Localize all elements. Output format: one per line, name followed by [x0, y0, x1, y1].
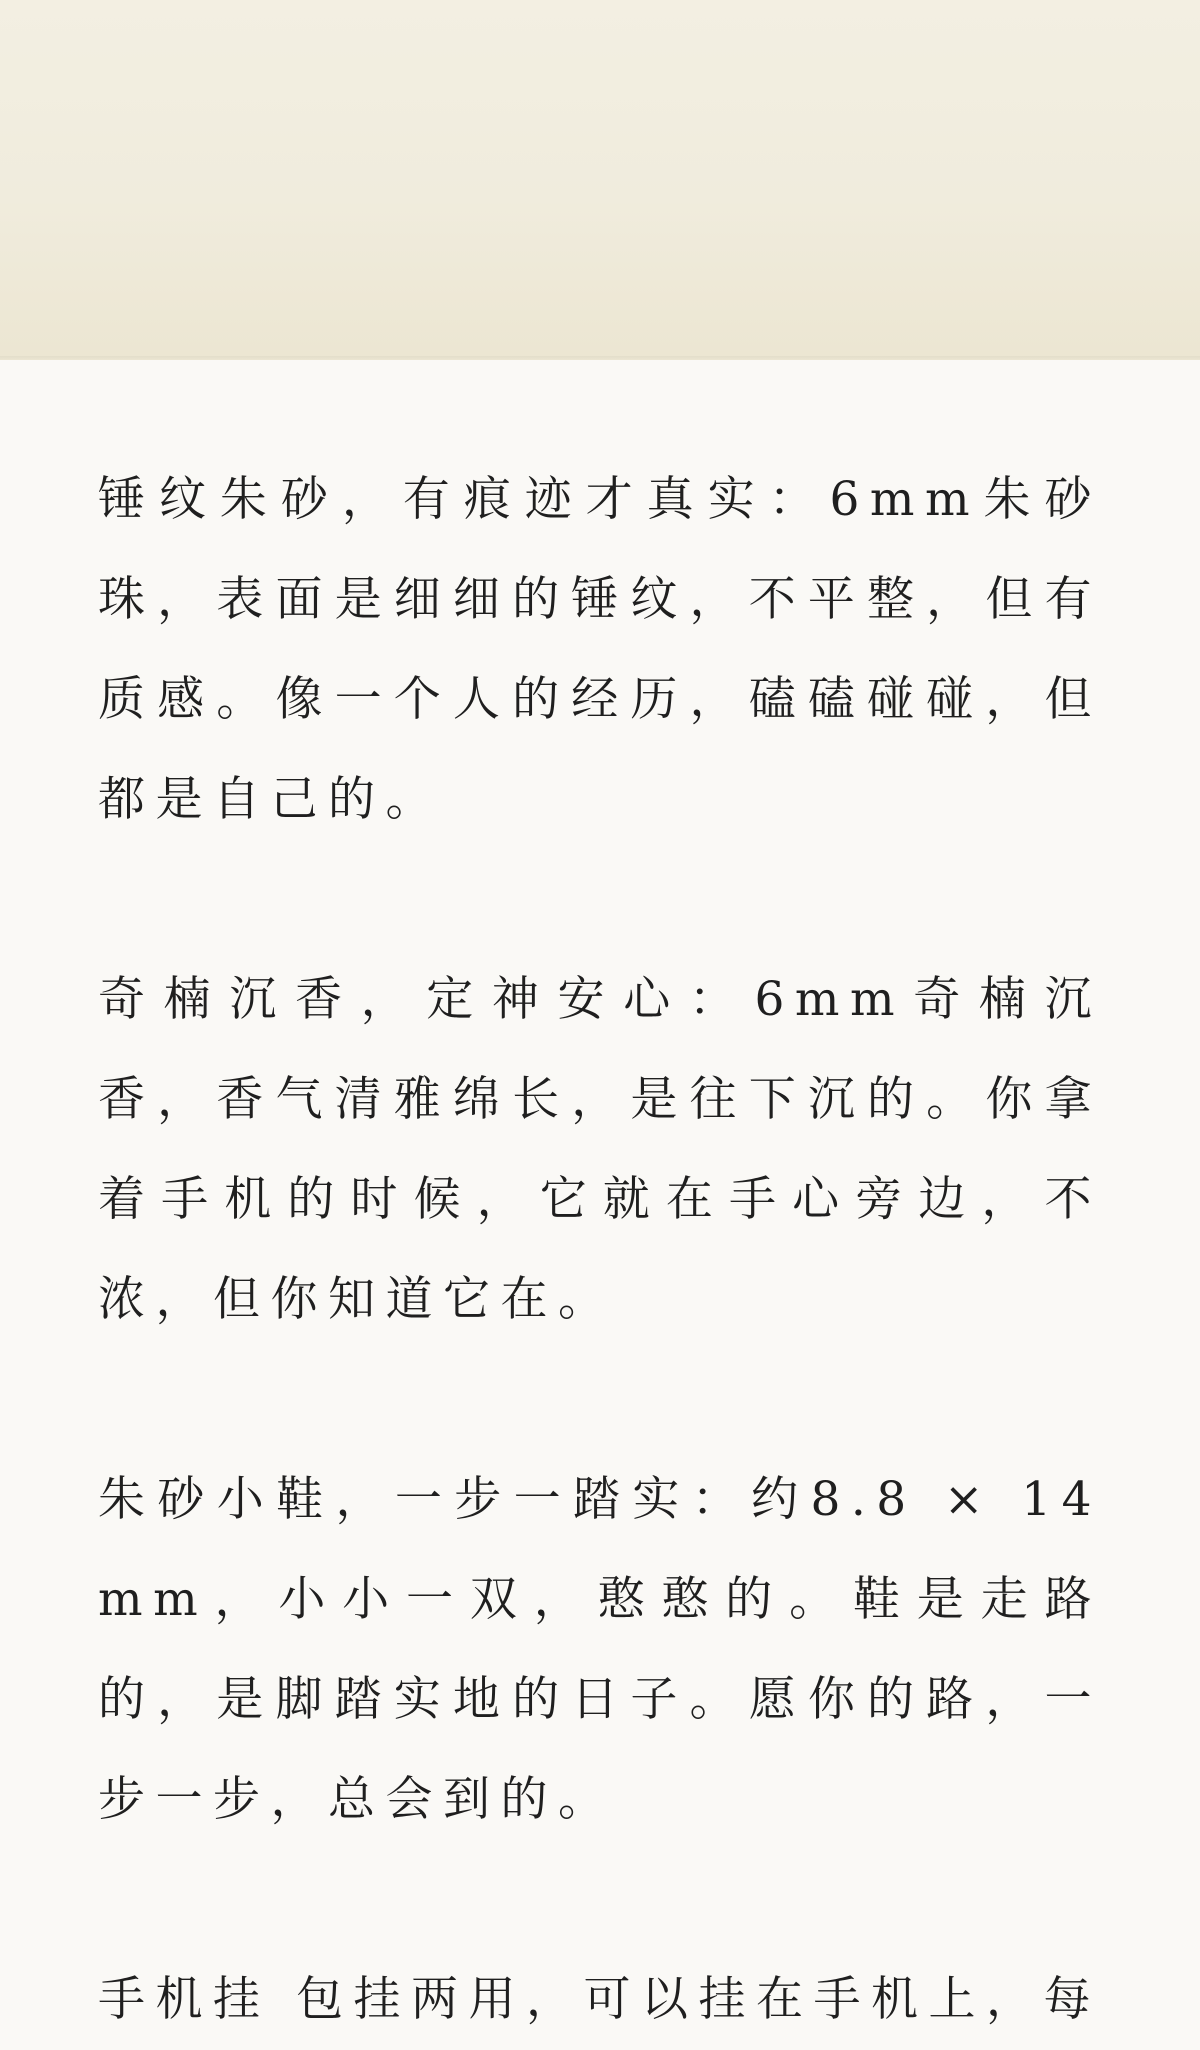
top-banner-image [0, 0, 1200, 360]
paragraph-agarwood: 奇楠沉香，定神安心：6mm奇楠沉香，香气清雅绵长，是往下沉的。你拿着手机的时候，它就在手心旁边，不浓，但你知道它在。 [98, 972, 1102, 1327]
paragraph-cinnabar-hammered: 锤纹朱砂，有痕迹才真实：6mm朱砂珠，表面是细细的锤纹，不平整，但有质感。像一个人的经历，磕磕碰碰，但都是自己的。 [98, 472, 1102, 827]
article-body [98, 450, 1102, 2050]
paragraph-cinnabar-shoes: 朱砂小鞋，一步一踏实：约8.8 × 14mm，小小一双，憨憨的。鞋是走路的，是脚踏实地的日子。愿你的路，一步一步，总会到的。 [98, 1472, 1102, 1827]
paragraph-phone-charm: 手机挂 包挂两用，可以挂在手机上，每 [98, 1972, 1101, 2027]
